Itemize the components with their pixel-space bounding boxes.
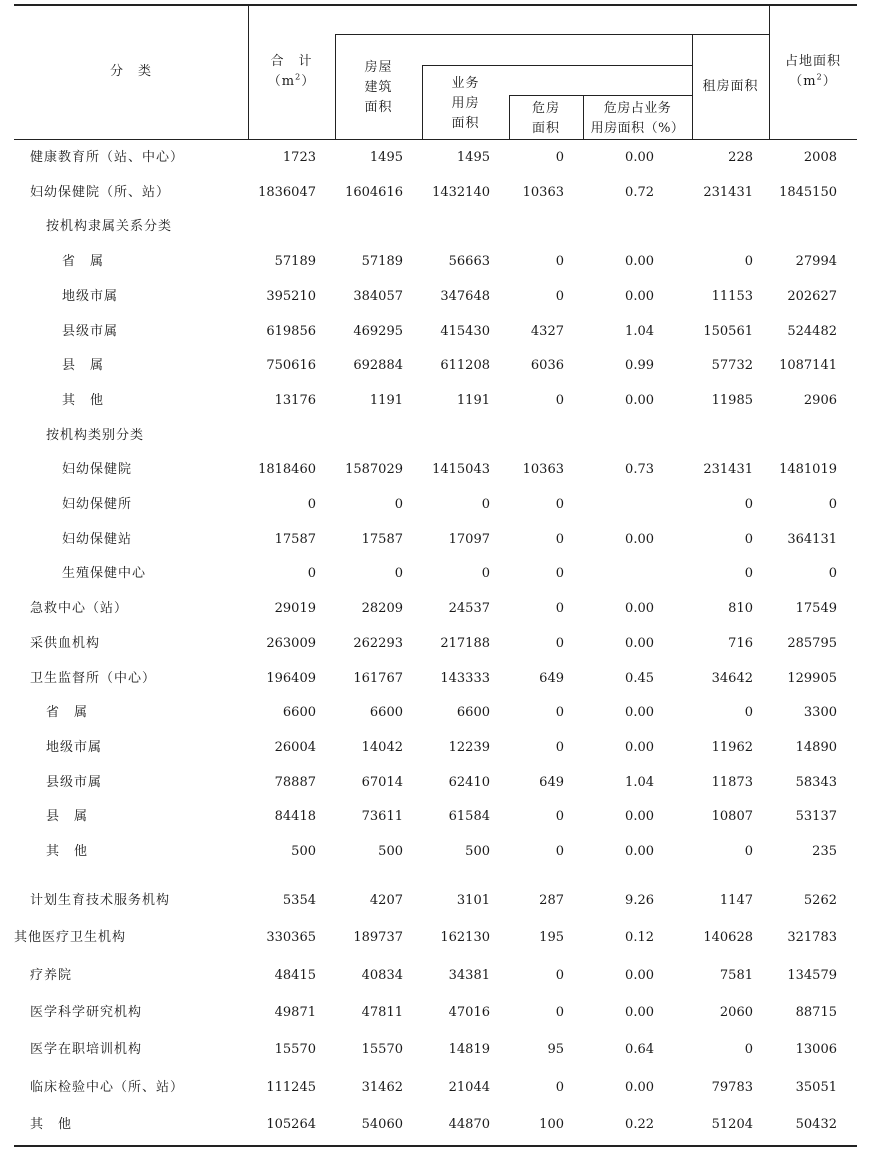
table-row: [0, 923, 870, 953]
cell-value: 189737: [353, 930, 403, 946]
cell-value: 0.72: [625, 184, 654, 200]
cell-value: [490, 421, 564, 451]
cell-value: 17549: [795, 601, 837, 617]
cell-value: [564, 490, 654, 520]
cell-value: 2008: [803, 150, 837, 165]
cell-value: 0: [481, 497, 490, 512]
cell-value: 34642: [711, 670, 753, 686]
cell-value: 0.00: [625, 739, 654, 755]
row-label: 地级市属: [46, 739, 103, 755]
header-rent-area: 租房面积: [702, 79, 759, 94]
row-label: 县级市属: [62, 323, 119, 339]
table-row: [0, 212, 870, 242]
cell-value: 0: [555, 531, 564, 547]
cell-value: 0: [744, 531, 753, 547]
header-dangerous-pct: 危房占业务 用房面积（%）: [590, 101, 685, 136]
cell-value: 1.04: [625, 323, 654, 339]
table-row: [0, 490, 870, 520]
cell-value: 1495: [456, 150, 490, 165]
cell-value: 0: [555, 254, 564, 270]
header-bottom-rule: [14, 139, 857, 140]
table-row: [0, 143, 870, 173]
cell-value: 44870: [448, 1116, 490, 1132]
row-label: 县 属: [46, 809, 89, 825]
row-label: 医学在职培训机构: [30, 1042, 143, 1058]
table-row: [0, 282, 870, 312]
cell-value: 0: [744, 566, 753, 582]
cell-value: 500: [378, 844, 403, 859]
table-row: [0, 886, 870, 916]
cell-value: 13176: [274, 392, 316, 408]
cell-value: 34381: [448, 967, 490, 983]
cell-value: 1191: [369, 392, 403, 408]
cell-value: [760, 212, 837, 242]
row-label: 省 属: [62, 254, 105, 270]
row-label: 其 他: [46, 844, 89, 859]
table-row: [0, 559, 870, 589]
cell-value: 202627: [787, 288, 837, 304]
cell-value: 285795: [787, 635, 837, 651]
cell-value: 0.00: [625, 705, 654, 721]
cell-value: [230, 212, 316, 242]
cell-value: 231431: [703, 184, 753, 200]
row-label: 妇幼保健院（所、站）: [30, 184, 171, 200]
cell-value: 26004: [274, 739, 316, 755]
cell-value: [564, 559, 654, 589]
cell-value: 469295: [353, 323, 403, 339]
cell-value: 67014: [361, 774, 403, 790]
cell-value: 0.22: [625, 1116, 654, 1132]
cell-value: 0: [555, 967, 564, 983]
cell-value: 0: [394, 566, 403, 582]
cell-value: 649: [539, 774, 564, 790]
cell-value: 14819: [448, 1042, 490, 1058]
cell-value: [564, 212, 654, 242]
row-label: 省 属: [46, 705, 89, 721]
cell-value: 4207: [369, 893, 403, 908]
table-row: [0, 178, 870, 208]
cell-value: 649: [539, 670, 564, 686]
table-row: [0, 1110, 870, 1140]
cell-value: 10807: [711, 809, 753, 825]
cell-value: 1415043: [432, 462, 490, 478]
cell-value: 47016: [448, 1004, 490, 1020]
table-row: [0, 421, 870, 451]
row-label: 按机构类别分类: [46, 427, 145, 443]
cell-value: 7581: [719, 967, 753, 983]
row-label: 其 他: [62, 392, 105, 408]
cell-value: 0: [307, 566, 316, 582]
cell-value: 0: [555, 809, 564, 825]
row-label: 生殖保健中心: [62, 566, 147, 582]
cell-value: 1818460: [258, 462, 316, 478]
row-label: 健康教育所（站、中心）: [30, 150, 185, 165]
cell-value: 78887: [274, 774, 316, 790]
cell-value: 17587: [361, 531, 403, 547]
cell-value: 14890: [795, 739, 837, 755]
cell-value: 0.00: [625, 967, 654, 983]
cell-value: 500: [291, 844, 316, 859]
cell-value: 1836047: [258, 184, 316, 200]
cell-value: 53137: [795, 809, 837, 825]
cell-value: 47811: [361, 1004, 403, 1020]
cell-value: [760, 421, 837, 451]
cell-value: 6600: [369, 705, 403, 721]
table-row: [0, 247, 870, 277]
cell-value: 13006: [795, 1042, 837, 1058]
cell-value: [403, 212, 490, 242]
cell-value: 40834: [361, 967, 403, 983]
header-building-area: 房屋 建筑 面积: [364, 60, 393, 115]
table-row: [0, 386, 870, 416]
table-row: [0, 837, 870, 867]
cell-value: 28209: [361, 601, 403, 617]
cell-value: 384057: [353, 288, 403, 304]
cell-value: 9.26: [625, 893, 654, 908]
cell-value: 84418: [274, 809, 316, 825]
cell-value: 1191: [456, 392, 490, 408]
cell-value: 0.00: [625, 288, 654, 304]
cell-value: 29019: [274, 601, 316, 617]
cell-value: 105264: [266, 1116, 316, 1132]
cell-value: [230, 421, 316, 451]
cell-value: 0: [555, 739, 564, 755]
cell-value: 0: [481, 566, 490, 582]
cell-value: 14042: [361, 739, 403, 755]
cell-value: 11153: [711, 288, 753, 304]
cell-value: 0.00: [625, 531, 654, 547]
cell-value: 1845150: [779, 184, 837, 200]
cell-value: 3101: [456, 893, 490, 908]
cell-value: 0: [394, 497, 403, 512]
cell-value: 347648: [440, 288, 490, 304]
cell-value: 61584: [448, 809, 490, 825]
cell-value: 0.00: [625, 254, 654, 270]
table-row: [0, 525, 870, 555]
cell-value: 0.12: [625, 930, 654, 946]
cell-value: 2060: [719, 1004, 753, 1020]
cell-value: 134579: [787, 967, 837, 983]
cell-value: [316, 212, 403, 242]
row-label: 临床检验中心（所、站）: [30, 1079, 185, 1095]
cell-value: 619856: [266, 323, 316, 339]
table-row: [0, 664, 870, 694]
table-row: [0, 802, 870, 832]
cell-value: 231431: [703, 462, 753, 478]
cell-value: 330365: [266, 930, 316, 946]
cell-value: 0: [555, 705, 564, 721]
cell-value: [403, 421, 490, 451]
cell-value: 24537: [448, 601, 490, 617]
cell-value: 49871: [274, 1004, 316, 1020]
cell-value: 17587: [274, 531, 316, 547]
cell-value: 263009: [266, 635, 316, 651]
cell-value: 1587029: [345, 462, 403, 478]
row-label: 疗养院: [30, 967, 73, 983]
cell-value: 0: [555, 1079, 564, 1095]
cell-value: 35051: [795, 1079, 837, 1095]
cell-value: 88715: [795, 1004, 837, 1020]
header-dangerous-area: 危房 面积: [531, 101, 560, 136]
table-row: [0, 629, 870, 659]
cell-value: 11985: [711, 392, 753, 408]
cell-value: 0: [555, 844, 564, 859]
cell-value: 0: [555, 288, 564, 304]
table-row: [0, 998, 870, 1028]
row-label: 卫生监督所（中心）: [30, 670, 157, 686]
table-row: [0, 768, 870, 798]
cell-value: 0: [555, 497, 564, 512]
table-row: [0, 1073, 870, 1103]
cell-value: 15570: [274, 1042, 316, 1058]
cell-value: 500: [465, 844, 490, 859]
cell-value: 2906: [803, 392, 837, 408]
cell-value: 3300: [803, 705, 837, 721]
cell-value: 129905: [787, 670, 837, 686]
cell-value: 150561: [703, 323, 753, 339]
cell-value: 1481019: [779, 462, 837, 478]
rule-danger-span: [509, 95, 693, 96]
cell-value: [490, 212, 564, 242]
cell-value: 1147: [719, 893, 753, 908]
row-label: 计划生育技术服务机构: [30, 893, 171, 908]
cell-value: 143333: [440, 670, 490, 686]
cell-value: 56663: [448, 254, 490, 270]
cell-value: 12239: [448, 739, 490, 755]
cell-value: 95: [547, 1042, 564, 1058]
cell-value: 0: [744, 705, 753, 721]
cell-value: 15570: [361, 1042, 403, 1058]
row-label: 采供血机构: [30, 635, 101, 651]
cell-value: 0: [555, 150, 564, 165]
cell-value: 57732: [711, 358, 753, 374]
cell-value: 51204: [711, 1116, 753, 1132]
cell-value: 100: [539, 1116, 564, 1132]
cell-value: 195: [539, 930, 564, 946]
cell-value: 235: [812, 844, 837, 859]
cell-value: 524482: [787, 323, 837, 339]
cell-value: 0: [307, 497, 316, 512]
cell-value: 0: [744, 844, 753, 859]
cell-value: [660, 421, 753, 451]
cell-value: 228: [728, 150, 753, 165]
row-label: 其 他: [30, 1116, 73, 1132]
table-row: [0, 594, 870, 624]
cell-value: 57189: [361, 254, 403, 270]
cell-value: 4327: [530, 323, 564, 339]
table-row: [0, 455, 870, 485]
cell-value: 11873: [711, 774, 753, 790]
cell-value: 21044: [448, 1079, 490, 1095]
cell-value: 0: [555, 601, 564, 617]
cell-value: 31462: [361, 1079, 403, 1095]
cell-value: 58343: [795, 774, 837, 790]
cell-value: 111245: [266, 1079, 316, 1095]
cell-value: 11962: [711, 739, 753, 755]
cell-value: 0: [555, 1004, 564, 1020]
cell-value: 17097: [448, 531, 490, 547]
table-row: [0, 698, 870, 728]
row-label: 县 属: [62, 358, 105, 374]
bottom-rule: [14, 1145, 857, 1147]
cell-value: 0: [555, 635, 564, 651]
row-label: 妇幼保健站: [62, 531, 133, 547]
cell-value: 48415: [274, 967, 316, 983]
cell-value: 0: [828, 497, 837, 512]
cell-value: 1432140: [432, 184, 490, 200]
cell-value: 6036: [530, 358, 564, 374]
row-label: 地级市属: [62, 288, 119, 304]
cell-value: 262293: [353, 635, 403, 651]
cell-value: 217188: [440, 635, 490, 651]
cell-value: 62410: [448, 774, 490, 790]
cell-value: 810: [728, 601, 753, 617]
cell-value: 57189: [274, 254, 316, 270]
cell-value: 5354: [282, 893, 316, 908]
table-row: [0, 1035, 870, 1065]
cell-value: 0.00: [625, 392, 654, 408]
cell-value: 0.73: [625, 462, 654, 478]
cell-value: 140628: [703, 930, 753, 946]
cell-value: 0.64: [625, 1042, 654, 1058]
cell-value: 6600: [282, 705, 316, 721]
table-row: [0, 351, 870, 381]
cell-value: 692884: [353, 358, 403, 374]
header-business-area: 业务 用房 面积: [451, 76, 480, 131]
header-category: 分 类: [109, 64, 152, 79]
cell-value: 27994: [795, 254, 837, 270]
cell-value: 0.00: [625, 1004, 654, 1020]
cell-value: 321783: [787, 930, 837, 946]
cell-value: 395210: [266, 288, 316, 304]
cell-value: [564, 421, 654, 451]
cell-value: 0.00: [625, 601, 654, 617]
cell-value: 196409: [266, 670, 316, 686]
cell-value: 50432: [795, 1116, 837, 1132]
cell-value: 161767: [353, 670, 403, 686]
cell-value: 1723: [282, 150, 316, 165]
cell-value: 0: [744, 497, 753, 512]
cell-value: 0: [555, 566, 564, 582]
cell-value: 0.00: [625, 844, 654, 859]
cell-value: 415430: [440, 323, 490, 339]
row-label: 妇幼保健所: [62, 497, 133, 512]
cell-value: 1495: [369, 150, 403, 165]
row-label: 急救中心（站）: [30, 601, 129, 617]
cell-value: 0.00: [625, 635, 654, 651]
cell-value: 6600: [456, 705, 490, 721]
cell-value: 0: [744, 254, 753, 270]
row-label: 按机构隶属关系分类: [46, 219, 173, 235]
cell-value: 611208: [440, 358, 490, 374]
cell-value: 10363: [522, 462, 564, 478]
cell-value: 0: [555, 392, 564, 408]
rule-building-span: [335, 34, 770, 35]
table-row: [0, 317, 870, 347]
cell-value: 1087141: [779, 358, 837, 374]
header-total: 合 计 $(m^2)$: [267, 54, 316, 89]
table-row: [0, 961, 870, 991]
row-label: 县级市属: [46, 774, 103, 790]
cell-value: 750616: [266, 358, 316, 374]
cell-value: 54060: [361, 1116, 403, 1132]
cell-value: 0.00: [625, 809, 654, 825]
row-label: 其他医疗卫生机构: [14, 930, 127, 946]
cell-value: 0: [828, 566, 837, 582]
cell-value: 79783: [711, 1079, 753, 1095]
cell-value: 0: [744, 1042, 753, 1058]
cell-value: 1.04: [625, 774, 654, 790]
cell-value: 364131: [787, 531, 837, 547]
top-rule: [14, 4, 857, 6]
row-label: 妇幼保健院: [62, 462, 133, 478]
cell-value: 162130: [440, 930, 490, 946]
cell-value: 0.45: [625, 670, 654, 686]
table-row: [0, 733, 870, 763]
cell-value: 73611: [361, 809, 403, 825]
cell-value: 716: [728, 635, 753, 651]
header-land-area: 占地面积 $(m^2)$: [784, 54, 841, 89]
cell-value: [316, 421, 403, 451]
cell-value: 5262: [803, 893, 837, 908]
cell-value: [660, 212, 753, 242]
cell-value: 0.00: [625, 1079, 654, 1095]
cell-value: 0.99: [625, 358, 654, 374]
cell-value: 10363: [522, 184, 564, 200]
row-label: 医学科学研究机构: [30, 1004, 143, 1020]
cell-value: 1604616: [345, 184, 403, 200]
cell-value: 0.00: [625, 150, 654, 165]
cell-value: 287: [539, 893, 564, 908]
rule-business-span: [422, 65, 693, 66]
